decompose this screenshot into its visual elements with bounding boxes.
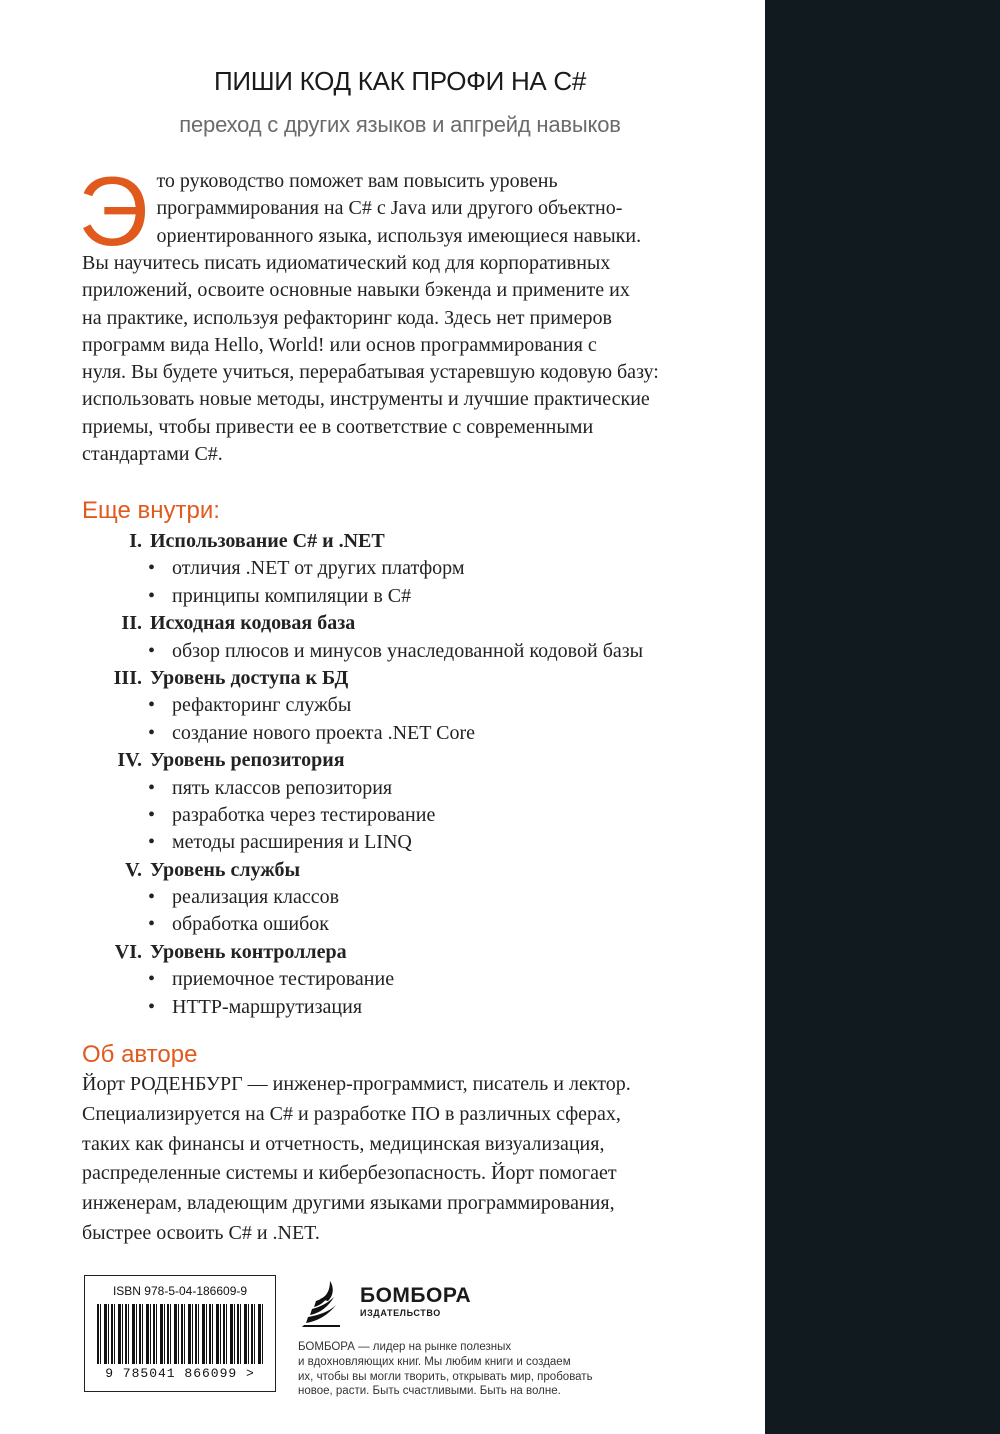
chapter-numeral: VI.	[114, 940, 142, 963]
author-line: инженерам, владеющим другими языками программирования,	[82, 1192, 615, 1215]
publisher-logo-icon	[300, 1275, 360, 1330]
author-line: быстрее освоить C# и .NET.	[82, 1221, 320, 1244]
topic-row	[82, 911, 742, 938]
chapter-title: Исходная кодовая база	[150, 612, 356, 635]
author-paragraph	[82, 1070, 762, 1249]
chapter-title: Уровень службы	[150, 858, 301, 881]
topic-text: разработка через тестирование	[172, 803, 436, 826]
intro-paragraph	[78, 156, 742, 468]
topic-text: обзор плюсов и минусов унаследованной кодовой базы	[172, 639, 644, 662]
author-line: Специализируется на C# и разработке ПО в различных сферах,	[82, 1102, 621, 1125]
book-title: ПИШИ КОД КАК ПРОФИ НА C#	[213, 66, 587, 96]
chapter-row	[82, 857, 742, 884]
intro-line: приемы, чтобы привести ее в соответствие с современными	[82, 415, 594, 438]
topic-row	[82, 884, 742, 911]
chapter-row	[82, 747, 742, 774]
topic-text: приемочное тестирование	[172, 968, 395, 991]
publisher-subname: ИЗДАТЕЛЬСТВО	[360, 1308, 441, 1318]
topic-row	[82, 994, 742, 1021]
inside-heading: Еще внутри:	[82, 497, 220, 524]
topic-text: методы расширения и LINQ	[172, 831, 412, 854]
bullet-icon: •	[148, 694, 156, 717]
topic-text: отличия .NET от других платформ	[172, 557, 465, 580]
topic-row	[82, 966, 742, 993]
topic-row	[82, 583, 742, 610]
topic-text: реализация классов	[172, 886, 340, 909]
bullet-icon: •	[148, 968, 156, 991]
bullet-icon: •	[148, 639, 156, 662]
topic-row	[82, 802, 742, 829]
author-line: таких как финансы и отчетность, медицинская визуализация,	[82, 1132, 605, 1155]
bullet-icon: •	[148, 913, 156, 936]
topic-row	[82, 638, 742, 665]
bullet-icon: •	[148, 803, 156, 826]
chapter-numeral: III.	[113, 666, 142, 689]
isbn-label: ISBN 978-5-04-186609-9	[112, 1284, 248, 1298]
topic-row	[82, 829, 742, 856]
drop-cap: Э	[78, 156, 149, 266]
chapter-numeral: V.	[125, 858, 142, 881]
publisher-line: БОМБОРА — лидер на рынке полезных	[298, 1341, 512, 1353]
intro-line: программирования на C# с Java или другого объектно-	[156, 197, 623, 220]
topic-text: рефакторинг службы	[172, 694, 352, 717]
chapter-title: Уровень доступа к БД	[150, 666, 349, 689]
intro-line: приложений, освоите основные навыки бэкенда и примените их	[82, 279, 630, 302]
topic-text: обработка ошибок	[172, 913, 329, 936]
bullet-icon: •	[148, 886, 156, 909]
bullet-icon: •	[148, 776, 156, 799]
bullet-icon: •	[148, 721, 156, 744]
chapter-title: Использование C# и .NET	[150, 530, 385, 552]
chapter-row	[82, 610, 742, 637]
chapter-numeral: IV.	[117, 749, 142, 772]
chapter-row	[82, 939, 742, 966]
chapter-row	[82, 665, 742, 692]
topic-row	[82, 555, 742, 582]
author-line: Йорт РОДЕНБУРГ — инженер-программист, писатель и лектор.	[82, 1073, 631, 1095]
intro-line: использовать новые методы, инструменты и лучшие практические	[82, 388, 650, 411]
barcode-bars	[97, 1304, 263, 1364]
topic-row	[82, 720, 742, 747]
topic-row	[82, 775, 742, 802]
book-subtitle: переход с других языков и апгрейд навыков	[179, 112, 621, 137]
author-line: распределенные системы и кибербезопасность. Йорт помогает	[82, 1162, 617, 1185]
intro-line: то руководство поможет вам повысить уровень	[156, 170, 558, 192]
barcode-panel	[84, 1275, 276, 1392]
publisher-description	[298, 1340, 638, 1399]
topic-text: HTTP-маршрутизация	[172, 995, 363, 1018]
bullet-icon: •	[148, 995, 156, 1018]
author-heading: Об авторе	[82, 1041, 198, 1068]
intro-line: нуля. Вы будете учиться, перерабатывая устаревшую кодовую базу:	[82, 361, 659, 384]
bullet-icon: •	[148, 831, 156, 854]
spine-panel	[765, 0, 1000, 1434]
intro-line: стандартами C#.	[82, 443, 223, 466]
barcode-number: 9 785041 866099 >	[105, 1366, 255, 1381]
publisher-line: их, чтобы вы могли творить, открывать мир, пробовать	[298, 1370, 593, 1383]
topic-row	[82, 692, 742, 719]
publisher-line: новое, расти. Быть счастливыми. Быть на волне.	[298, 1385, 561, 1398]
publisher-name: БОМБОРА	[360, 1284, 472, 1307]
intro-line: ориентированного языка, используя имеющиеся навыки.	[156, 224, 642, 247]
bullet-icon: •	[148, 557, 156, 580]
chapter-title: Уровень репозитория	[150, 749, 345, 772]
publisher-line: и вдохновляющих книг. Мы любим книги и создаем	[298, 1355, 571, 1368]
bullet-icon: •	[148, 584, 156, 607]
chapter-title: Уровень контроллера	[150, 940, 347, 963]
contents-list	[82, 528, 742, 1021]
intro-line: Вы научитесь писать идиоматический код для корпоративных	[82, 252, 611, 274]
topic-text: принципы компиляции в C#	[172, 584, 412, 607]
chapter-numeral: I.	[129, 530, 142, 552]
chapter-numeral: II.	[121, 612, 142, 635]
intro-line: программ вида Hello, World! или основ программирования с	[82, 333, 597, 356]
intro-line: на практике, используя рефакторинг кода. Здесь нет примеров	[82, 306, 612, 329]
chapter-row	[82, 528, 742, 555]
topic-text: пять классов репозитория	[172, 776, 393, 799]
topic-text: создание нового проекта .NET Core	[172, 721, 475, 744]
